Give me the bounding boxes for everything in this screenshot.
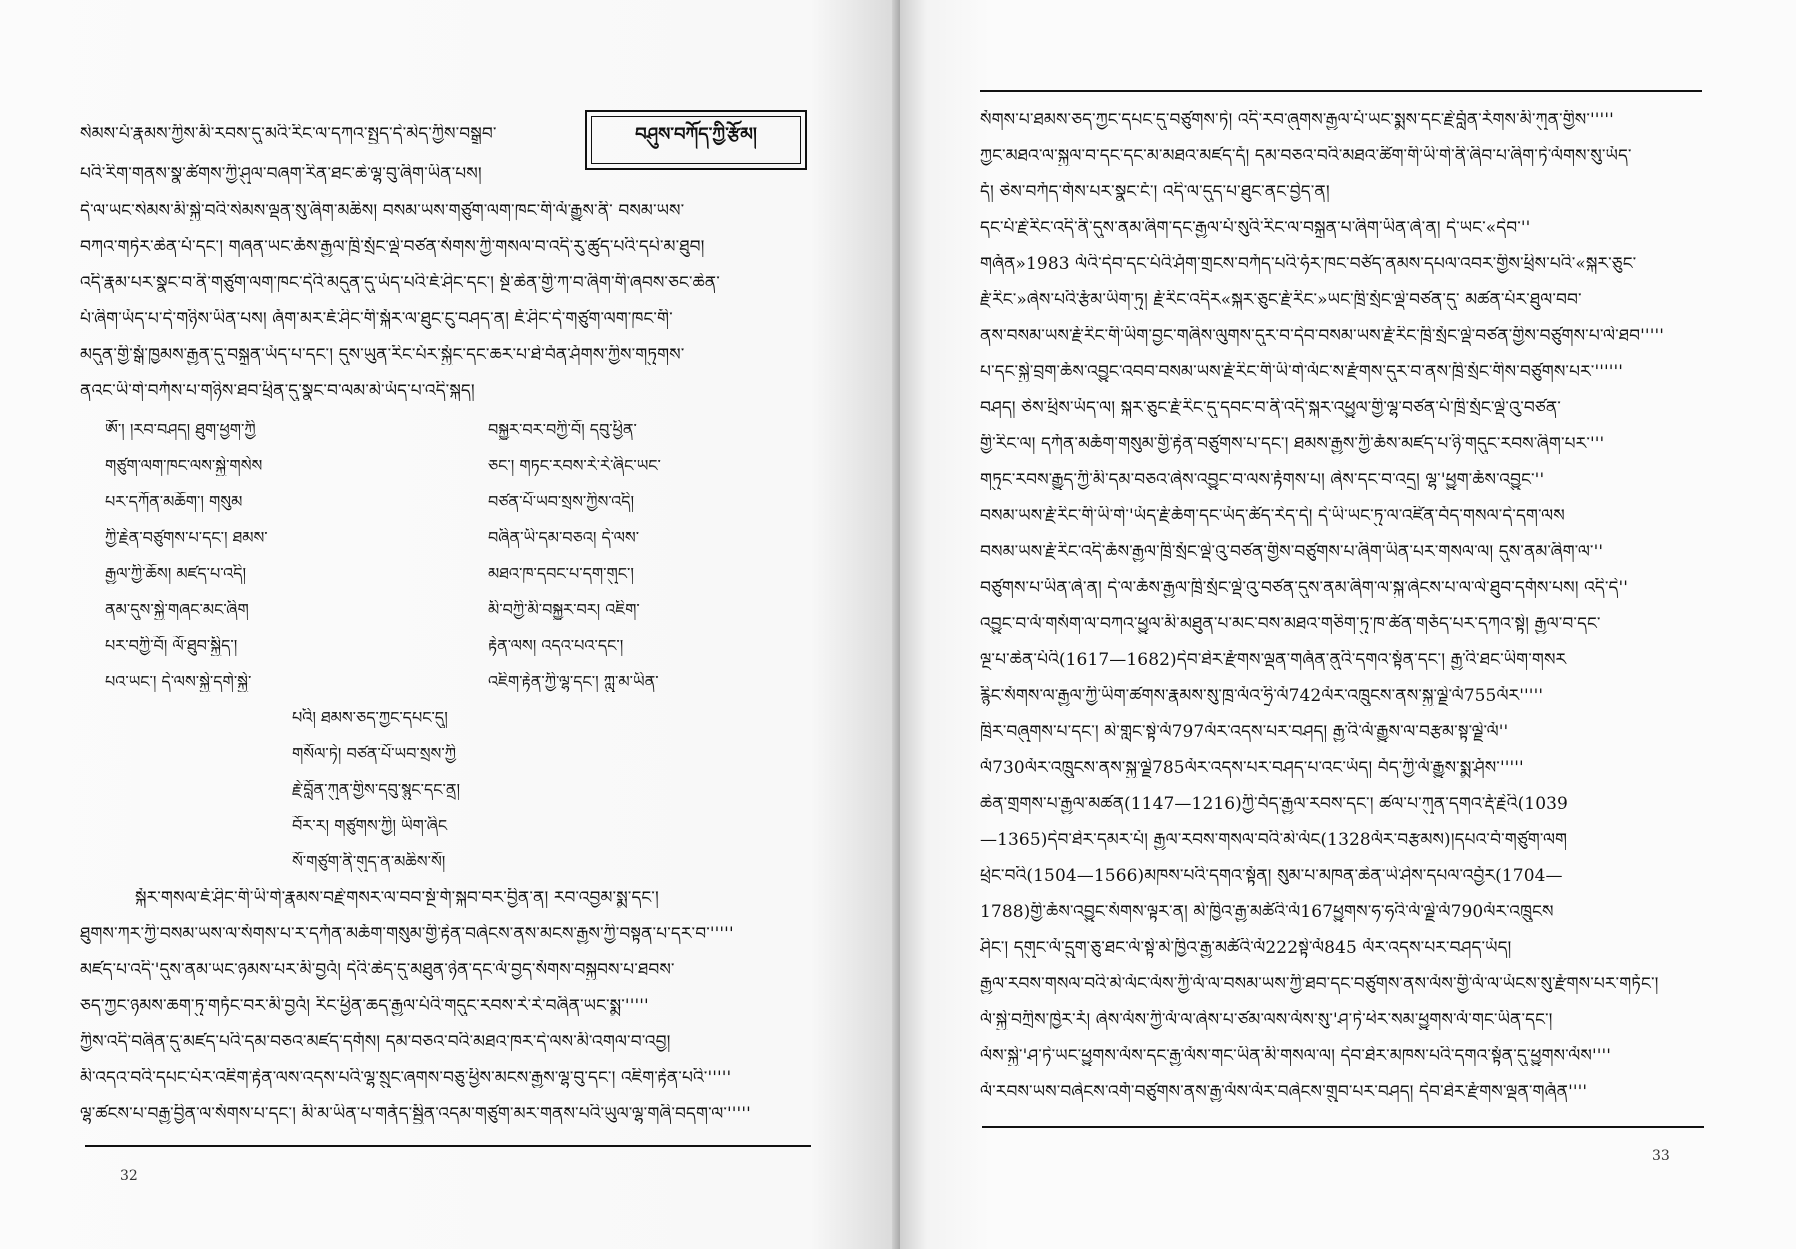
body-line: ལོས་སྐྱེ་'ཤ་ཏེ་ཡང་ཕྱུགས་ལོས་དང་རྒྱ་ལོས་གང་ཡིན་མི་གསལ་ལ། དེབ་ཐེར་མཁས་པའི་དགའ་སྟོན་དུ་ཕྱུགས་ལོས'''': [980, 1046, 1612, 1066]
body-line: བཙུགས་པ་ཡིན་ཞེ་ན། དེ་ལ་ཆོས་རྒྱལ་ཁྲི་སྲོང་ལྡེ་འུ་བཙན་དུས་ནམ་ཞིག་ལ་སྐུ་ཞེངས་པ་ལ་ལེ་ཐུབ་དགོས་པས། འདི་དེ'': [980, 578, 1629, 598]
para1-line: སེམས་པོ་རྣམས་ཀྱིས་མི་རབས་དུ་མའི་རིང་ལ་དཀའ་སྤྱད་དེ་མེད་ཀྱིས་བསྒྲུབ་: [80, 124, 497, 144]
body-line: འབྱུང་བ་ལོ་གསོག་ལ་བཀའ་ཕྱུལ་མི་མཐུན་པ་མང་བས་མཐའ་གཅིག་ཏུ་ཁ་ཚོན་གཅོད་པར་དཀའ་སྟེ། རྒྱལ་བ་དང་: [980, 614, 1601, 634]
inscription-verse: པར་བཀྱི་བོ། ལོ་ཐུབ་སྐྱིད་།: [105, 636, 238, 655]
page-number: 32: [120, 1168, 138, 1184]
inscription-verse: ནམ་དུས་སྐྱེ་གཞང་མང་ཞིག: [105, 600, 249, 619]
para2-line: མཛད་པ་འདི་'དུས་ནམ་ཡང་ཉམས་པར་མི་བྱའོ། དེའི་ཆེད་དུ་མཐུན་ཉེན་དང་ལོ་བྱད་སོགས་བསྐྱབས་པ་ཐབས་: [80, 960, 675, 980]
body-line: ནས་བསམ་ཡས་རྗོ་རིང་གི་ཡིག་བྱང་གཞིས་ལུགས་དུར་བ་དེབ་བསམ་ཡས་རྗོ་རིང་ཁྲི་སྲོང་ལྡེ་བཙན་གྱིས་བཙུགས་པ་ལེ་ཐབ''''': [980, 326, 1665, 346]
page-number: 33: [1652, 1148, 1670, 1164]
body-line: ལོ་སྐྱེ་བཀྲིས་ཁྱེར་རོ། ཞེས་ལོས་ཀྱི་ལོ་ལ་ཞེས་པ་ཙམ་ལས་ལོས་སུ་'ཤ་ཏེ་ཕེར་སམ་ཕྱུགས་ལོ་གང་ཡིན་དང་།: [980, 1010, 1553, 1030]
inscription-verse: རྒྱལ་ཀྱི་ཆོས། མཛད་པ་འདི།: [105, 564, 247, 583]
body-line: ཤིང་། དགུང་ལོ་དྲུག་ཅུ་ཐང་ལོ་སྟེ་མེ་ཁྱིའ་རྒྱ་མཚོའི་ལོ222སྟེ་ལོ845 ལོར་འདས་པར་བཤད་ཡོད།: [980, 938, 1512, 958]
body-line: ཕྲེང་བའི(1504—1566)མཁས་པའི་དགའ་སྟོན། སུམ་པ་མཁན་ཆེན་ཡེ་ཤེས་དཔལ་འབྱོར(1704—: [980, 866, 1563, 886]
inscription-verse: བཞིན་ཡི་དམ་བཅའ། དེ་ལས་: [488, 528, 640, 547]
para1-line: མདུན་གྱི་སྒོ་ཁྱམས་རྒྱན་དུ་བསྐྲུན་ཡོད་པ་དང་། དུས་ཡུན་རིང་པོར་སྐྱོང་དང་ཆར་པ་ཐེ་བོན་ཤོགས་ཀྱིས་གཏུགས་: [80, 345, 685, 365]
body-line: བཤད། ཅེས་ཕྲིས་ཡོད་ལ། སྐར་ཅུང་རྗོ་རིང་དུ་དབང་བ་ནི་འདི་སྐར་འཕྱུལ་གྱི་ལྷ་བཙན་པོ་ཁྲི་སྲོང་ལྡེ་འུ་བཙན་: [980, 398, 1561, 418]
para2-line: སྐོར་གསལ་ཇོ་ཤིང་གི་ཡི་གེ་རྣམས་བརྗེ་གསར་ལ་བབ་སྔོ་གོ་སྐབ་བར་བྱིན་ན། རབ་འབྱམ་སྨྲ་དང་།: [135, 888, 659, 908]
bottom-rule: [85, 1145, 811, 1147]
inscription-verse: གཙུག་ལག་ཁང་ལས་སྐྱེ་གསེས: [105, 456, 263, 475]
body-line: ལྔ་པ་ཆེན་པོའི(1617—1682)དེབ་ཐེར་རྫོགས་ལྡན་གཞོན་ནུའི་དགའ་སྟོན་དང་། རྒྱ་འི་ཐང་ཡིག་གསར: [980, 650, 1567, 670]
bottom-rule: [982, 1126, 1704, 1128]
body-line: ཀྱང་མཐའ་ལ་སྐྱལ་བ་དང་དང་མ་མཐའ་མཛད་དོ། དམ་བཅའ་བའི་མཐའ་ཚིག་གི་ཡི་གེ་ནི་ཞིབ་པ་ཞིག་ཏེ་ལོགས་སུ་ཡོད་: [980, 146, 1632, 166]
para2-line: ལྷ་ཚངས་པ་བརྒྱ་བྱིན་ལ་སོགས་པ་དང་། མི་མ་ཡིན་པ་གནོད་སྦྱིན་འདམ་གཙུག་མར་གནས་པའི་ཡུལ་ལྷ་གཞི་བདག་ལ་''''': [80, 1104, 751, 1124]
para1-line: དེ་ལ་ཡང་སེམས་མི་སྐྱེ་བའི་སེམས་ལྡན་སུ་ཞིག་མཆིས། བསམ་ཡས་གཙུག་ལག་ཁང་གི་ལོ་རྒྱུས་ནི་ བསམ་ཡས་: [80, 201, 685, 221]
para2-line: མི་འདའ་བའི་དཔང་པོར་འཇིག་རྟེན་ལས་འདས་པའི་ལྷ་སྲུང་ཞགས་བཅུ་ཕྱིས་མངས་རྒྱས་ལྷ་བུ་དང་། འཇིག་རྟེན་པའི་''''': [80, 1068, 732, 1088]
body-line: དང་པོ་རྗེ་རིང་འདི་ནི་དུས་ནམ་ཞིག་དང་རྒྱལ་པོ་སུའི་རིང་ལ་བསྐྲུན་པ་ཞིག་ཡིན་ཞེ་ན། དེ་ཡང་«དེབ་'': [980, 218, 1531, 238]
body-line: སོགས་པ་ཐམས་ཅད་ཀྱང་དཔང་དུ་བཙུགས་ཏེ། འདི་རབ་ཞུགས་རྒྱལ་པོ་ཡང་སྨྲས་དང་རྗེ་བློན་རོགས་མི་ཀུན་གྱིས་''''': [980, 110, 1614, 130]
body-line: 1788)གྱི་ཆོས་འབྱུང་སོགས་ལྟར་ན། མེ་ཁྱིའ་རྒྱ་མཚོའི་ལོ167ཕྱུགས་ཧ་ཧའི་ལོ་ལྗེ་ལོ790ལོར་འཁྲུངས: [980, 902, 1554, 922]
body-line: ལོ་རབས་ཡས་བཞེངས་འགོ་བཙུགས་ནས་རྒྱ་ལོས་ལོར་བཞེངས་གྲུབ་པར་བཤད། དེབ་ཐེར་རྫོགས་ལྡན་གཞོན'''': [980, 1082, 1588, 1102]
para2-line: ཅད་ཀྱང་ཉམས་ཆག་ཏུ་གཏོང་བར་མི་བྱའོ། རིང་ཕྱིན་ཆད་རྒྱལ་པོའི་གདུང་རབས་རེ་རེ་བཞིན་ཡང་སྨྲ་''''': [80, 996, 649, 1016]
inscription-verse: མཐའ་ཁ་དབང་པ་དག་གུང་།: [488, 564, 634, 583]
inscription-verse: མི་བཀྱི་མི་བསྐྱུར་བར། འཇིག་: [488, 600, 640, 619]
chapter-title: བཤུས་བཀོད་ཀྱི་རྩོམ།: [635, 124, 757, 145]
body-line: རྗོ་རིང་»ཞེས་པའི་རྩོམ་ཡིག་ཏུ། རྗོ་རིང་འདིར«སྐར་ཅུང་རྗོ་རིང་»ཡང་ཁྲི་སྲོང་ལྡེ་བཙན་དུ་ མཚན་པོར་ཐུལ་བབ་: [980, 290, 1582, 310]
para2-line: ཐུགས་ཀར་ཀྱི་བསམ་ཡས་ལ་སོགས་པ་ར་དཀོན་མཆོག་གསུམ་གྱི་རྟེན་བཞེངས་ནས་མངས་རྒྱས་ཀྱི་བསྟན་པ་དར་བ་''''': [80, 924, 734, 944]
inscription-verse: ཅང་། གཏང་རབས་རེ་རེ་ཞིང་ཡང་: [488, 456, 661, 475]
inscription-verse: བཙན་པོ་ཡབ་སྲས་ཀྱིས་འདི།: [488, 492, 635, 511]
inscription-verse: པའི། ཐམས་ཅད་ཀྱང་དཔང་དུ།: [292, 708, 448, 727]
body-line: རྒྱལ་རབས་གསལ་བའི་མེ་ལོང་ལོས་ཀྱི་ལོ་ལ་བསམ་ཡས་ཀྱི་ཐབ་དང་བཙུགས་ནས་ལོས་གྱི་ལོ་ལ་ཡོངས་སུ་རྫོགས་པར་གཏོང་།: [980, 974, 1659, 994]
body-line: ཁྲིར་བཞུགས་པ་དང་། མེ་གླང་སྟེ་ལོ797ལོར་འདས་པར་བཤད། རྒྱ་འི་ལོ་རྒྱུས་ལ་བརྩམ་སྟ་ལྗེ་ལོ'': [980, 722, 1509, 742]
body-line: —1365)དེབ་ཐེར་དམར་པོ། རྒྱལ་རབས་གསལ་བའི་མེ་ལོང(1328ལོར་བརྩམས)།དཔའ་བོ་གཙུག་ལག: [980, 830, 1568, 850]
para2-line: ཀྱིས་འདི་བཞིན་དུ་མཛད་པའི་དམ་བཅའ་མཛད་དགོས། དམ་བཅའ་བའི་མཐའ་ཁར་དེ་ལས་མི་འགལ་བ་འབྱ།: [80, 1032, 671, 1052]
inscription-verse: རྗེ་བློན་ཀུན་གྱིས་དབུ་སྙུང་དང་ནྲ།: [292, 780, 461, 799]
top-rule: [980, 90, 1702, 92]
inscription-verse: པའ་ཡང་། དེ་ལས་སྐྱེ་དགེ་སྐྱེ་: [105, 672, 252, 691]
para1-line: འདི་རྣམ་པར་སྣང་བ་ནི་གཙུག་ལག་ཁང་དེའི་མདུན་དུ་ཡོད་པའི་ཇོ་ཤིང་དང་། སྔོ་ཆེན་གྱི་ཀ་བ་ཞིག་གི་ཞབས་ཅང་ཆེན་: [80, 273, 720, 293]
body-line: དོ། ཅེས་བཀོད་གོས་པར་སྣང་ངོ་། འདི་ལ་དུད་པ་ཐུང་ནང་བྱེད་ན།: [980, 182, 1330, 202]
body-line: གྱི་རིང་ལ། དཀོན་མཆོག་གསུམ་གྱི་རྟེན་བཙུགས་པ་དང་། ཐམས་རྒྱས་ཀྱི་ཆོས་མཛད་པ་ཉི་གདུང་རབས་ཞིག་པར་''': [980, 434, 1605, 454]
inscription-verse: སོ་གཙུག་ནི་གུད་ན་མཆིས་སོ།: [292, 852, 446, 871]
inscription-verse: བསྐྱུར་བར་བཀྱི་བོ། དབུ་ཕྱིན་: [488, 420, 637, 439]
right-page: [900, 0, 1796, 1249]
inscription-verse: བོར་ར། གཙུགས་ཀྱི། ཡིག་ཞིང: [292, 816, 448, 835]
body-line: བསམ་ཡས་རྗོ་རིང་གི་ཡི་གེ་'ཡོད་རྗོ་ཆོག་དང་ཡོད་ཚོད་རེད་དེ། དེ་ཡི་ཡང་ཏུ་ལ་འཛིན་བོད་གསལ་དེ་དག་ལས: [980, 506, 1565, 526]
inscription-verse: འཇིག་རྟེན་ཀྱི་ལྷ་དང་། ཀླུ་མ་ཡིན་: [488, 672, 659, 691]
inscription-verse: རྟེན་ལས། འདའ་པའ་དང་།: [488, 636, 624, 655]
body-line: གཞོན»1983 ལོའི་དེབ་དང་པོའི་ཤོག་གྲངས་བཀོད་པའི་ཧོར་ཁང་བཙོད་ནམས་དཔལ་འབར་གྱིས་ཕྲིས་པའི་«སྐར་ཅུང་: [980, 254, 1637, 274]
chapter-title-box: [585, 110, 807, 170]
body-line: རྙིང་སོགས་ལ་རྒྱལ་ཀྱི་ཡིག་ཚགས་རྣམས་སུ་ཁྲ་ལོའ་ཧྲི་ལོ742ལོར་འཁྲུངས་ནས་སྐྱ་ལྗེ་ལོ755ལོར''''': [980, 686, 1544, 706]
body-line: བསམ་ཡས་རྗོ་རིང་འདི་ཆོས་རྒྱལ་ཁྲི་སྲོང་ལྡེ་འུ་བཙན་གྱིས་བཙུགས་པ་ཞིག་ཡིན་པར་གསལ་ལ། དུས་ནམ་ཞིག་ལ་'': [980, 542, 1604, 562]
body-line: གཏུང་རབས་རྒྱུད་ཀྱི་མི་དམ་བཅའ་ཞེས་འབྱུང་བ་ལས་རྟོགས་པ། ཞེས་དང་བ་འདྲ། ལྷ་'ཕྱུག་ཆོས་འབྱུང་'': [980, 470, 1545, 490]
para1-line: པོ་ཞིག་ཡོད་པ་དེ་གཉིས་ཡིན་པས། ཞོག་མར་ཇོ་ཤིང་གི་སྐོར་ལ་ཐུང་ངུ་བཤད་ན། ཇོ་ཤིང་དེ་གཙུག་ལག་ཁང་གི་: [80, 309, 673, 329]
para1-line: ནའང་ཡི་གེ་བཀོས་པ་གཉིས་ཐབ་ཕྲིན་དུ་སྣང་བ་ལམ་མེ་ཡོད་པ་འདི་སྐད།: [80, 381, 475, 401]
inscription-verse: པར་དཀོན་མཆོག་། གསུམ: [105, 492, 243, 511]
inscription-verse: ཀྱི་རྗེན་བཙུགས་པ་དང་། ཐམས་: [105, 528, 268, 547]
inscription-verse: གསོལ་ཏེ། བཙན་པོ་ཡབ་སྲས་ཀྱི: [292, 744, 456, 763]
body-line: ལོ730ལོར་འཁྲུངས་ནས་སྐྱ་ལྗེ785ལོར་འདས་པར་བཤད་པ་འང་ཡོད། བོད་ཀྱི་ལོ་རྒྱུས་སྨྲ་ཤོས་''''': [980, 758, 1524, 778]
inscription-verse: ༀ་། །རབ་བཤད། ཐུག་ཕྱག་ཀྱི: [105, 420, 256, 439]
body-line: ཆེན་གྲགས་པ་རྒྱལ་མཚན(1147—1216)ཀྱི་བོད་རྒྱལ་རབས་དང་། ཚལ་པ་ཀུན་དགའ་རྡོ་རྗེའི(1039: [980, 794, 1568, 814]
para1-line: པའི་རིག་གནས་སྣ་ཚོགས་ཀྱི་ཤུལ་བཞག་རིན་ཐང་ཆེ་ལྷ་བུ་ཞིག་ཡིན་པས།: [80, 164, 482, 184]
para1-line: བཀའ་གཏེར་ཆེན་པོ་དང་། གཞན་ཡང་ཆོས་རྒྱལ་ཁྲི་སྲོང་ལྡེ་བཙན་སོགས་ཀྱི་གསལ་བ་འདི་རུ་ཚུད་པའི་དཔེ་མ་ཐུབ།: [80, 237, 705, 257]
body-line: པ་དང་སྐྱེ་བྲག་ཆོས་འབྱུང་འབབ་བསམ་ཡས་རྗོ་རིང་གི་ཡི་གེ་ལོང་ས་རྫོགས་དུར་བ་ནས་ཁྲི་སྲོང་གིས་བཙུགས་པར་'''''': [980, 362, 1624, 382]
